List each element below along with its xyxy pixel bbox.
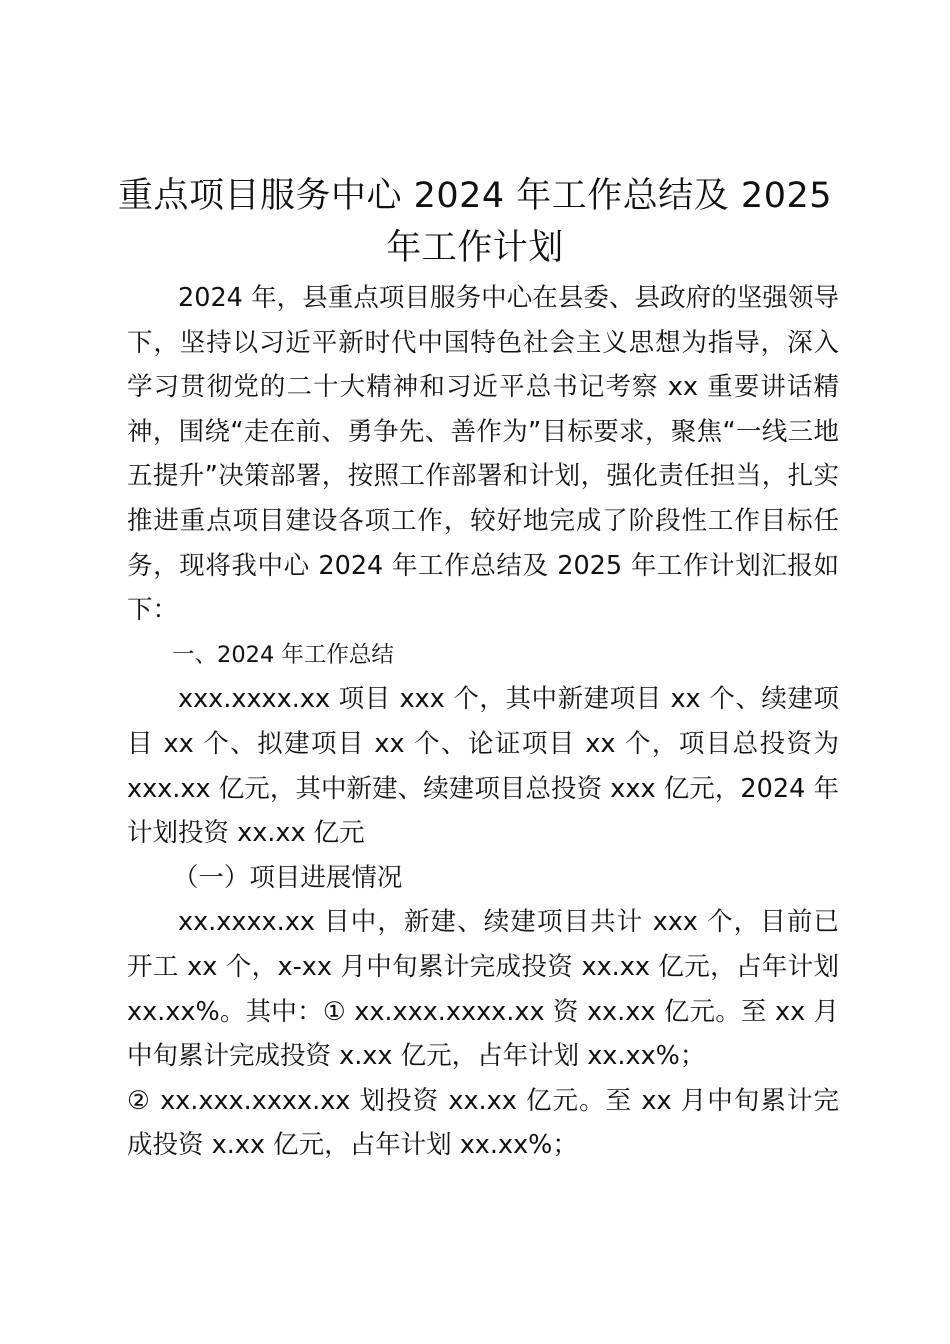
section-heading-1: 一、2024 年工作总结 <box>172 641 394 668</box>
progress-item-2: ② xx.xxx.xxxx.xx 划投资 xx.xx 亿元。至 xx 月中旬累计完成投资 x.xx 亿元，占年计划 xx.xx%； <box>127 1085 839 1161</box>
intro-paragraph: 2024 年，县重点项目服务中心在县委、县政府的坚强领导下，坚持以习近平新时代中国特色社会主义思想为指导，深入学习贯彻党的二十大精神和习近平总书记考察 xx 重要讲话精神，围绕“走在前、勇争先、善作为”目标要求，聚焦“一线三地五提升”决策部署，按照工作部署和计划，强化责任担当，扎实推进重点项目建设各项工作，较好地完成了阶段性工作目标任务，现将我中心 2024 年工作总结及 2025 年工作计划汇报如下： <box>127 283 839 626</box>
document-body <box>127 276 839 1168</box>
summary-paragraph: xxx.xxxx.xx 项目 xxx 个，其中新建项目 xx 个、续建项目 xx 个、拟建项目 xx 个、论证项目 xx 个，项目总投资为 xxx.xx 亿元，其中新建、续建项目总投资 xxx 亿元，2024 年计划投资 xx.xx 亿元 <box>127 684 839 849</box>
document-title: 重点项目服务中心 2024 年工作总结及 2025 年工作计划 <box>117 176 833 268</box>
progress-paragraph: xx.xxxx.xx 目中，新建、续建项目共计 xxx 个，目前已开工 xx 个，x-xx 月中旬累计完成投资 xx.xx 亿元，占年计划 xx.xx%。其中：① xx.xxx.xxxx.xx 资 xx.xx 亿元。至 xx 月中旬累计完成投资 x.xx 亿元，占年计划 xx.xx%； <box>127 907 839 1072</box>
subsection-heading-1: （一）项目进展情况 <box>172 862 403 893</box>
